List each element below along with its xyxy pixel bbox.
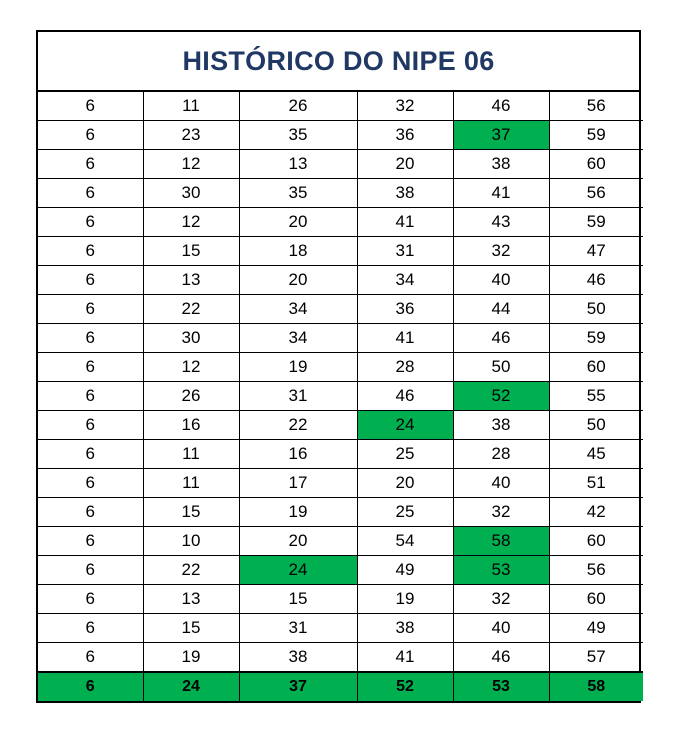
table-cell[interactable]: 47 <box>549 237 643 266</box>
table-cell[interactable]: 19 <box>143 643 239 673</box>
table-cell[interactable]: 6 <box>38 353 143 382</box>
table-cell[interactable]: 22 <box>143 556 239 585</box>
table-cell[interactable]: 32 <box>453 585 549 614</box>
table-cell[interactable]: 34 <box>239 324 357 353</box>
table-cell[interactable]: 40 <box>453 266 549 295</box>
table-cell[interactable]: 30 <box>143 179 239 208</box>
table-cell[interactable]: 18 <box>239 237 357 266</box>
table-cell[interactable]: 25 <box>357 440 453 469</box>
table-row <box>38 150 643 179</box>
table-row <box>38 498 643 527</box>
table-cell[interactable]: 60 <box>549 585 643 614</box>
table-cell[interactable]: 52 <box>453 382 549 411</box>
table-cell[interactable]: 15 <box>239 585 357 614</box>
table-cell[interactable]: 42 <box>549 498 643 527</box>
table-cell[interactable]: 6 <box>38 121 143 150</box>
table-cell[interactable]: 60 <box>549 353 643 382</box>
table-cell[interactable]: 19 <box>239 498 357 527</box>
table-cell[interactable]: 6 <box>38 585 143 614</box>
table-cell[interactable]: 22 <box>143 295 239 324</box>
table-cell[interactable]: 36 <box>357 295 453 324</box>
table-cell[interactable]: 44 <box>453 295 549 324</box>
table-row <box>38 208 643 237</box>
table-cell[interactable]: 45 <box>549 440 643 469</box>
table-cell[interactable]: 20 <box>357 469 453 498</box>
table-cell[interactable]: 58 <box>453 527 549 556</box>
table-cell[interactable]: 6 <box>38 179 143 208</box>
table-cell[interactable]: 59 <box>549 208 643 237</box>
table-cell[interactable]: 6 <box>38 324 143 353</box>
table-cell[interactable]: 6 <box>38 266 143 295</box>
table-row <box>38 353 643 382</box>
table-cell[interactable]: 35 <box>239 179 357 208</box>
table-cell[interactable]: 43 <box>453 208 549 237</box>
table-cell[interactable]: 20 <box>357 150 453 179</box>
table-cell[interactable]: 28 <box>357 353 453 382</box>
table-cell[interactable]: 35 <box>239 121 357 150</box>
table-cell[interactable]: 11 <box>143 440 239 469</box>
total-cell[interactable]: 37 <box>239 672 357 701</box>
table-row <box>38 556 643 585</box>
table-cell[interactable]: 38 <box>239 643 357 673</box>
table-cell[interactable]: 46 <box>453 324 549 353</box>
table-row <box>38 411 643 440</box>
table-cell[interactable]: 6 <box>38 208 143 237</box>
table-cell[interactable]: 20 <box>239 266 357 295</box>
table-cell[interactable]: 20 <box>239 527 357 556</box>
table-cell[interactable]: 10 <box>143 527 239 556</box>
table-cell[interactable]: 25 <box>357 498 453 527</box>
table-cell[interactable]: 38 <box>357 179 453 208</box>
table-cell[interactable]: 13 <box>239 150 357 179</box>
table-row <box>38 92 643 121</box>
table-cell[interactable]: 6 <box>38 469 143 498</box>
table-cell[interactable]: 13 <box>143 585 239 614</box>
table-cell[interactable]: 40 <box>453 469 549 498</box>
table-cell[interactable]: 30 <box>143 324 239 353</box>
table-cell[interactable]: 6 <box>38 556 143 585</box>
table-cell[interactable]: 23 <box>143 121 239 150</box>
table-cell[interactable]: 60 <box>549 150 643 179</box>
table-cell[interactable]: 41 <box>357 208 453 237</box>
table-row <box>38 382 643 411</box>
total-cell[interactable]: 24 <box>143 672 239 701</box>
table-row <box>38 643 643 673</box>
table-cell[interactable]: 60 <box>549 527 643 556</box>
table-cell[interactable]: 50 <box>549 295 643 324</box>
table-cell[interactable]: 41 <box>357 643 453 673</box>
table-cell[interactable]: 6 <box>38 237 143 266</box>
table-cell[interactable]: 36 <box>357 121 453 150</box>
history-sheet <box>36 30 641 703</box>
table-cell[interactable]: 49 <box>357 556 453 585</box>
table-cell[interactable]: 12 <box>143 208 239 237</box>
table-cell[interactable]: 13 <box>143 266 239 295</box>
table-cell[interactable]: 57 <box>549 643 643 673</box>
table-row <box>38 469 643 498</box>
table-cell[interactable]: 15 <box>143 614 239 643</box>
table-cell[interactable]: 15 <box>143 498 239 527</box>
table-cell[interactable]: 46 <box>453 92 549 121</box>
table-cell[interactable]: 6 <box>38 527 143 556</box>
table-cell[interactable]: 34 <box>357 266 453 295</box>
table-cell[interactable]: 50 <box>453 353 549 382</box>
table-cell[interactable]: 46 <box>453 643 549 673</box>
table-cell[interactable]: 11 <box>143 469 239 498</box>
table-row <box>38 585 643 614</box>
table-cell[interactable]: 54 <box>357 527 453 556</box>
table-cell[interactable]: 6 <box>38 411 143 440</box>
total-cell[interactable]: 52 <box>357 672 453 701</box>
table-row <box>38 121 643 150</box>
table-row <box>38 266 643 295</box>
total-cell[interactable]: 53 <box>453 672 549 701</box>
table-cell[interactable]: 56 <box>549 179 643 208</box>
total-row <box>38 672 643 701</box>
table-row <box>38 324 643 353</box>
table-cell[interactable]: 31 <box>357 237 453 266</box>
table-cell[interactable]: 6 <box>38 295 143 324</box>
table-cell[interactable]: 31 <box>239 382 357 411</box>
table-cell[interactable]: 24 <box>357 411 453 440</box>
table-cell[interactable]: 40 <box>453 614 549 643</box>
table-cell[interactable]: 6 <box>38 440 143 469</box>
table-row <box>38 440 643 469</box>
table-cell[interactable]: 16 <box>143 411 239 440</box>
table-cell[interactable]: 26 <box>143 382 239 411</box>
table-cell[interactable]: 49 <box>549 614 643 643</box>
table-cell[interactable]: 6 <box>38 498 143 527</box>
table-cell[interactable]: 50 <box>549 411 643 440</box>
table-cell[interactable]: 28 <box>453 440 549 469</box>
table-cell[interactable]: 56 <box>549 556 643 585</box>
table-cell[interactable]: 32 <box>357 92 453 121</box>
table-cell[interactable]: 6 <box>38 614 143 643</box>
table-cell[interactable]: 6 <box>38 150 143 179</box>
table-cell[interactable]: 6 <box>38 92 143 121</box>
table-cell[interactable]: 16 <box>239 440 357 469</box>
table-cell[interactable]: 11 <box>143 92 239 121</box>
table-cell[interactable]: 53 <box>453 556 549 585</box>
table-cell[interactable]: 38 <box>357 614 453 643</box>
table-cell[interactable]: 38 <box>453 150 549 179</box>
table-cell[interactable]: 24 <box>239 556 357 585</box>
table-cell[interactable]: 19 <box>357 585 453 614</box>
total-cell[interactable]: 6 <box>38 672 143 701</box>
table-cell[interactable]: 32 <box>453 237 549 266</box>
table-cell[interactable]: 12 <box>143 353 239 382</box>
table-cell[interactable]: 46 <box>549 266 643 295</box>
table-cell[interactable]: 51 <box>549 469 643 498</box>
table-cell[interactable]: 6 <box>38 643 143 673</box>
table-cell[interactable]: 15 <box>143 237 239 266</box>
table-cell[interactable]: 37 <box>453 121 549 150</box>
table-cell[interactable]: 20 <box>239 208 357 237</box>
table-row <box>38 614 643 643</box>
table-cell[interactable]: 31 <box>239 614 357 643</box>
history-table-body <box>38 92 643 701</box>
table-cell[interactable]: 19 <box>239 353 357 382</box>
table-cell[interactable]: 56 <box>549 92 643 121</box>
table-cell[interactable]: 46 <box>357 382 453 411</box>
table-cell[interactable]: 41 <box>357 324 453 353</box>
table-cell[interactable]: 41 <box>453 179 549 208</box>
table-cell[interactable]: 34 <box>239 295 357 324</box>
table-row <box>38 295 643 324</box>
table-cell[interactable]: 55 <box>549 382 643 411</box>
table-row <box>38 237 643 266</box>
table-cell[interactable]: 32 <box>453 498 549 527</box>
history-table <box>38 92 643 701</box>
table-row <box>38 527 643 556</box>
sheet-title: HISTÓRICO DO NIPE 06 <box>38 32 639 92</box>
table-row <box>38 179 643 208</box>
table-cell[interactable]: 12 <box>143 150 239 179</box>
total-cell[interactable]: 58 <box>549 672 643 701</box>
table-cell[interactable]: 59 <box>549 121 643 150</box>
table-cell[interactable]: 22 <box>239 411 357 440</box>
table-cell[interactable]: 38 <box>453 411 549 440</box>
table-cell[interactable]: 59 <box>549 324 643 353</box>
table-cell[interactable]: 17 <box>239 469 357 498</box>
table-cell[interactable]: 6 <box>38 382 143 411</box>
table-cell[interactable]: 26 <box>239 92 357 121</box>
